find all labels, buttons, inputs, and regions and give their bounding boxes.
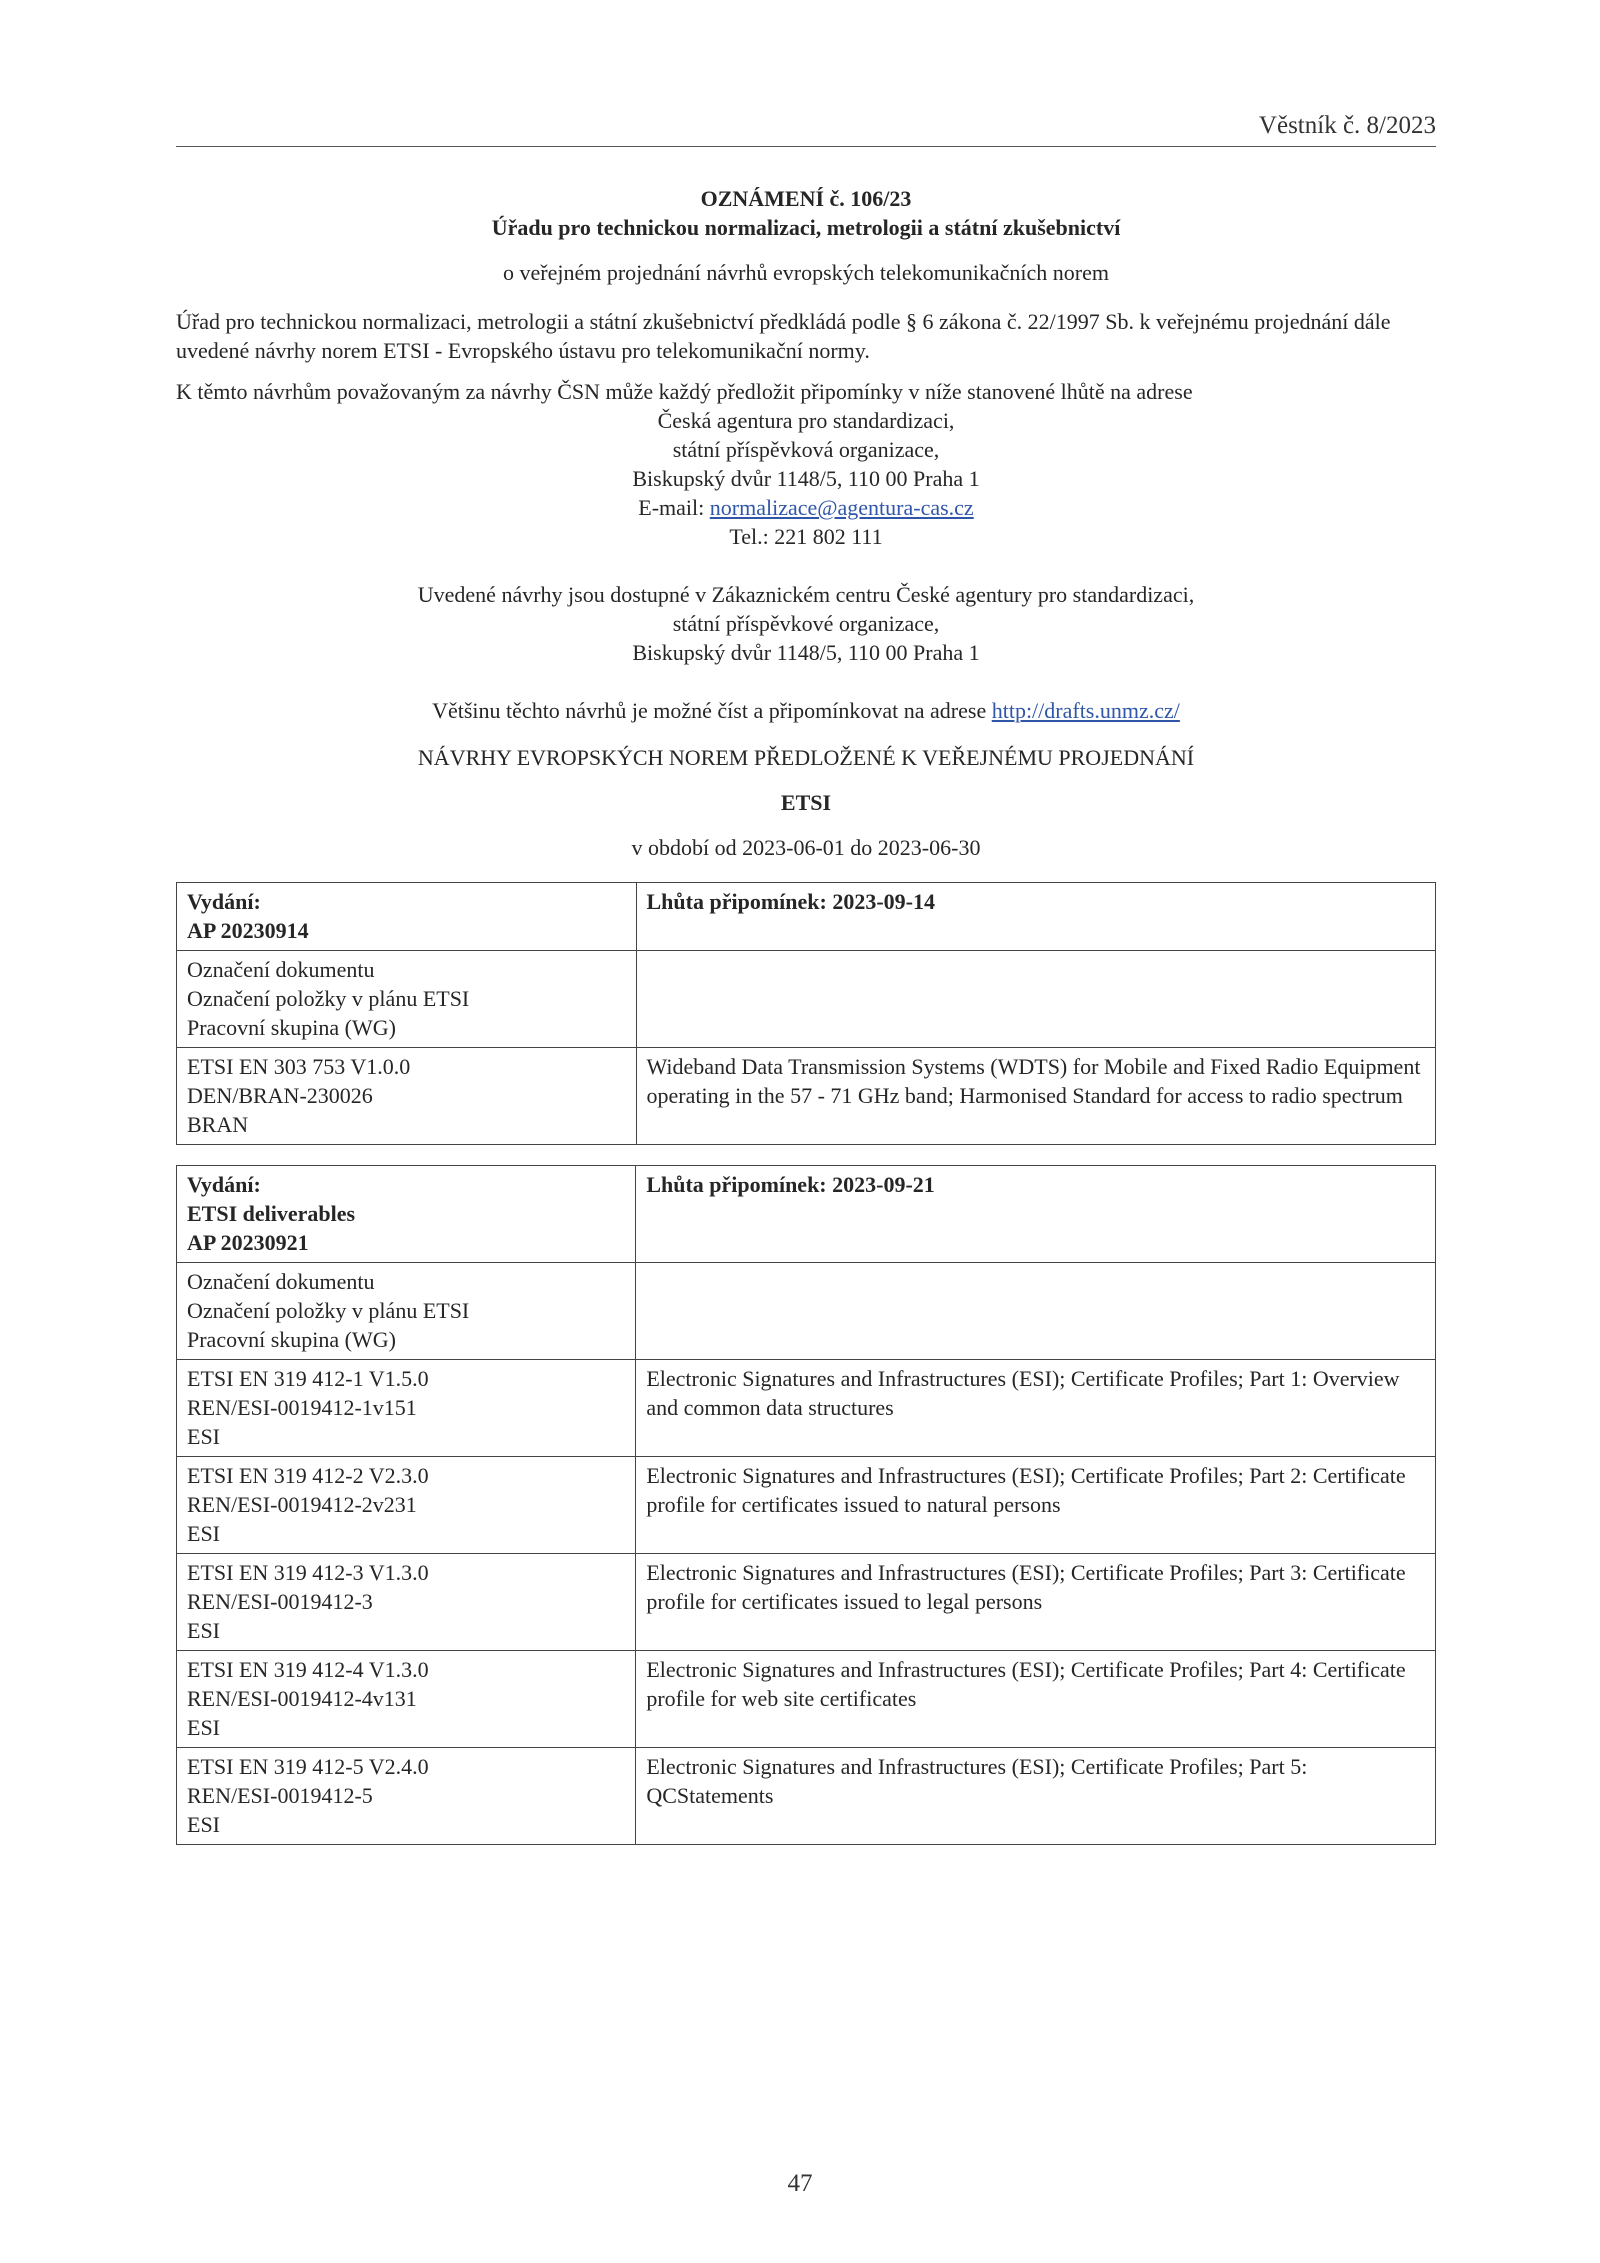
page-number: 47 [787,2170,813,2197]
table-row [177,1651,1436,1748]
online-line [176,696,1436,725]
standard-title-cell: Wideband Data Transmission Systems (WDTS) for Mobile and Fixed Radio Equipment operating in the 57 - 71 GHz band; Harmonised Standard for access to radio spectrum [636,1048,1436,1145]
org-heading: ETSI [780,790,832,815]
issue-type: ETSI deliverables [187,1201,356,1226]
legend-cell [177,1263,636,1360]
legend-line: Označení dokumentu [187,1269,375,1294]
working-group: BRAN [187,1112,249,1137]
issue-cell [177,1166,636,1263]
availability-line: Uvedené návrhy jsou dostupné v Zákaznickém centru České agentury pro standardizaci, [417,582,1195,607]
standard-number: ETSI EN 303 753 V1.0.0 [187,1054,411,1079]
online-text: Většinu těchto návrhů je možné číst a připomínkovat na adrese [432,698,992,723]
working-group: ESI [187,1715,220,1740]
standard-title-cell: Electronic Signatures and Infrastructures (ESI); Certificate Profiles; Part 5: QCStatements [636,1748,1436,1845]
standard-number: ETSI EN 319 412-1 V1.5.0 [187,1366,429,1391]
legend-line: Pracovní skupina (WG) [187,1327,396,1352]
notice-title-line: Úřadu pro technickou normalizaci, metrologii a státní zkušebnictví [491,215,1121,240]
email-link[interactable]: normalizace@agentura-cas.cz [709,495,974,520]
notice-title-line: OZNÁMENÍ č. 106/23 [700,186,912,211]
address-line: Biskupský dvůr 1148/5, 110 00 Praha 1 [632,466,980,491]
standards-table-2 [176,1165,1436,1845]
phone-line: Tel.: 221 802 111 [729,524,883,549]
work-item: REN/ESI-0019412-2v231 [187,1492,417,1517]
header-text: Věstník č. 8/2023 [1258,112,1436,139]
working-group: ESI [187,1521,220,1546]
standard-id-cell [177,1554,636,1651]
section-heading: NÁVRHY EVROPSKÝCH NOREM PŘEDLOŽENÉ K VEŘEJNÉMU PROJEDNÁNÍ [417,745,1195,770]
address-block [176,406,1436,725]
availability-line: Biskupský dvůr 1148/5, 110 00 Praha 1 [632,640,980,665]
standard-id-cell [177,1651,636,1748]
legend-line: Označení položky v plánu ETSI [187,1298,470,1323]
issue-label: Vydání: [187,889,261,914]
standard-id-cell [177,1360,636,1457]
email-label: E-mail: [638,495,710,520]
table-row [177,1457,1436,1554]
notice-title [176,184,1436,242]
address-line: Česká agentura pro standardizaci, [657,408,955,433]
table-row [177,1554,1436,1651]
work-item: REN/ESI-0019412-3 [187,1589,373,1614]
intro-paragraph: Úřad pro technickou normalizaci, metrologii a státní zkušebnictví předkládá podle § 6 zákona č. 22/1997 Sb. k veřejnému projednání dále uvedené návrhy norem ETSI - Evropského ústavu pro telekomunikační normy. [176,309,1391,363]
standard-id-cell [177,1048,637,1145]
working-group: ESI [187,1424,220,1449]
notice-subtitle: o veřejném projednání návrhů evropských telekomunikačních norem [502,260,1110,285]
issue-label: Vydání: [187,1172,261,1197]
deadline-cell: Lhůta připomínek: 2023-09-14 [636,883,1436,951]
table-row [177,1748,1436,1845]
address-line: státní příspěvková organizace, [672,437,940,462]
page-header [176,110,1436,147]
email-line [176,493,1436,522]
work-item: DEN/BRAN-230026 [187,1083,373,1108]
standard-title-cell: Electronic Signatures and Infrastructures (ESI); Certificate Profiles; Part 2: Certificate profile for certificates issued to natural persons [636,1457,1436,1554]
working-group: ESI [187,1812,220,1837]
work-item: REN/ESI-0019412-5 [187,1783,373,1808]
standard-id-cell [177,1457,636,1554]
table-row [177,1360,1436,1457]
legend-empty-cell [636,1263,1436,1360]
standard-number: ETSI EN 319 412-2 V2.3.0 [187,1463,429,1488]
standard-title-cell: Electronic Signatures and Infrastructures (ESI); Certificate Profiles; Part 3: Certificate profile for certificates issued to legal persons [636,1554,1436,1651]
legend-row [177,1263,1436,1360]
work-item: REN/ESI-0019412-1v151 [187,1395,417,1420]
legend-line: Pracovní skupina (WG) [187,1015,396,1040]
availability-line: státní příspěvkové organizace, [672,611,940,636]
legend-line: Označení dokumentu [187,957,375,982]
standard-number: ETSI EN 319 412-3 V1.3.0 [187,1560,429,1585]
deadline-cell: Lhůta připomínek: 2023-09-21 [636,1166,1436,1263]
legend-cell [177,951,637,1048]
standard-id-cell [177,1748,636,1845]
period-text: v období od 2023-06-01 do 2023-06-30 [631,835,981,860]
work-item: REN/ESI-0019412-4v131 [187,1686,417,1711]
standard-title-cell: Electronic Signatures and Infrastructures (ESI); Certificate Profiles; Part 4: Certificate profile for web site certificates [636,1651,1436,1748]
issue-value: AP 20230914 [187,918,309,943]
working-group: ESI [187,1618,220,1643]
issue-value: AP 20230921 [187,1230,309,1255]
standard-number: ETSI EN 319 412-5 V2.4.0 [187,1754,429,1779]
legend-row [177,951,1436,1048]
content [176,184,1436,1845]
issue-cell [177,883,637,951]
legend-empty-cell [636,951,1436,1048]
legend-line: Označení položky v plánu ETSI [187,986,470,1011]
table-header-row [177,883,1436,951]
standards-table-1 [176,882,1436,1145]
table-header-row [177,1166,1436,1263]
standard-number: ETSI EN 319 412-4 V1.3.0 [187,1657,429,1682]
drafts-link[interactable]: http://drafts.unmz.cz/ [991,698,1180,723]
comments-paragraph: K těmto návrhům považovaným za návrhy ČSN může každý předložit připomínky v níže stanovené lhůtě na adrese [176,379,1193,404]
table-row [177,1048,1436,1145]
standard-title-cell: Electronic Signatures and Infrastructures (ESI); Certificate Profiles; Part 1: Overview and common data structures [636,1360,1436,1457]
